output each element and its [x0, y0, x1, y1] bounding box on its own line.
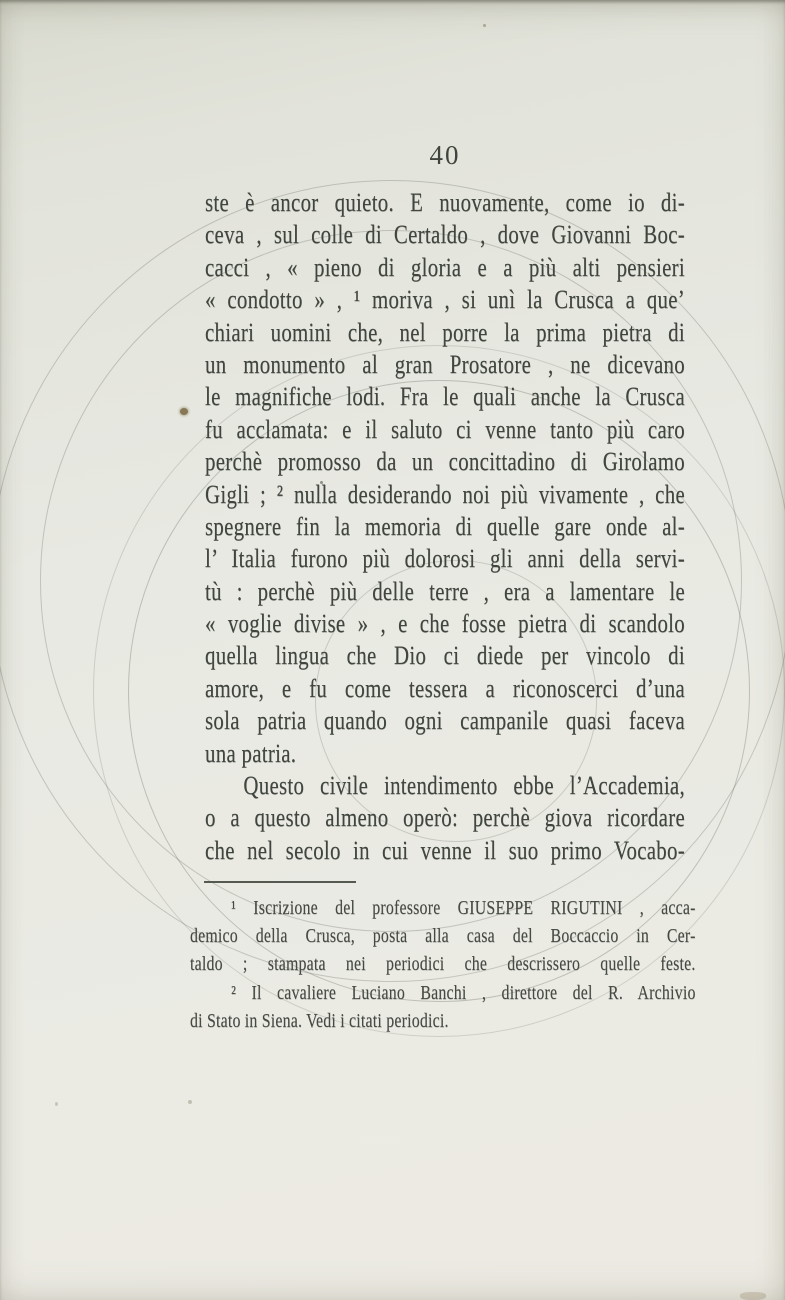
ink-speck [483, 24, 486, 27]
body-line: un monumento al gran Prosatore , ne dicevano [205, 349, 685, 379]
body-line: tù : perchè più delle terre , era a lamentare le [205, 576, 685, 606]
body-line: le magnifiche lodi. Fra le quali anche la Crusca [205, 382, 685, 412]
footnote-line: ² Il cavaliere Luciano Banchi , direttore del R. Archivio [231, 981, 696, 1004]
body-line: ste è ancor quieto. E nuovamente, come io di- [205, 188, 685, 217]
ink-speck [188, 1100, 192, 1104]
footnote-line: demico della Crusca, posta alla casa del Boccaccio in Cer- [190, 925, 696, 948]
body-line: l’ Italia furono più dolorosi gli anni della servi- [205, 544, 685, 574]
ink-speck [740, 1292, 766, 1300]
body-line: ceva , sul colle di Certaldo , dove Giovanni Boc- [205, 220, 685, 250]
body-line: Questo civile intendimento ebbe l’Accademia, [243, 771, 685, 801]
body-line: fu acclamata: e il saluto ci venne tanto più caro [205, 414, 685, 444]
page-number: 40 [429, 140, 461, 170]
ink-speck [55, 1102, 58, 1106]
footnote-line: di Stato in Siena. Vedi i citati periodici. [190, 1009, 449, 1032]
footnote-separator [204, 881, 356, 883]
footnote-line: ¹ Iscrizione del professore GIUSEPPE RIGUTINI , acca- [231, 897, 696, 919]
body-line: « condotto » , ¹ moriva , si unì la Crusca a que’ [205, 285, 685, 315]
body-line: cacci , « pieno di gloria e a più alti pensieri [205, 252, 685, 282]
body-line: una patria. [205, 738, 297, 768]
ink-speck [180, 408, 188, 415]
body-text [205, 187, 685, 867]
footnotes [190, 894, 696, 1035]
body-line: « voglie divise » , e che fosse pietra di scandolo [205, 609, 685, 639]
footnote-line: taldo ; stampata nei periodici che descrissero quelle feste. [190, 953, 696, 976]
body-line: spegnere fin la memoria di quelle gare onde al- [205, 511, 685, 541]
body-line: Gigli ; ² nulla desiderando noi più vivamente , che [205, 479, 685, 509]
body-line: sola patria quando ogni campanile quasi faceva [205, 706, 685, 736]
body-line: quella lingua che Dio ci diede per vincolo di [205, 641, 685, 671]
body-line: perchè promosso da un concittadino di Girolamo [205, 447, 685, 477]
body-line: chiari uomini che, nel porre la prima pietra di [205, 317, 685, 347]
body-line: amore, e fu come tessera a riconoscerci d’una [205, 673, 685, 703]
body-line: che nel secolo in cui venne il suo primo Vocabo- [205, 835, 685, 865]
body-line: o a questo almeno operò: perchè giova ricordare [205, 803, 685, 833]
